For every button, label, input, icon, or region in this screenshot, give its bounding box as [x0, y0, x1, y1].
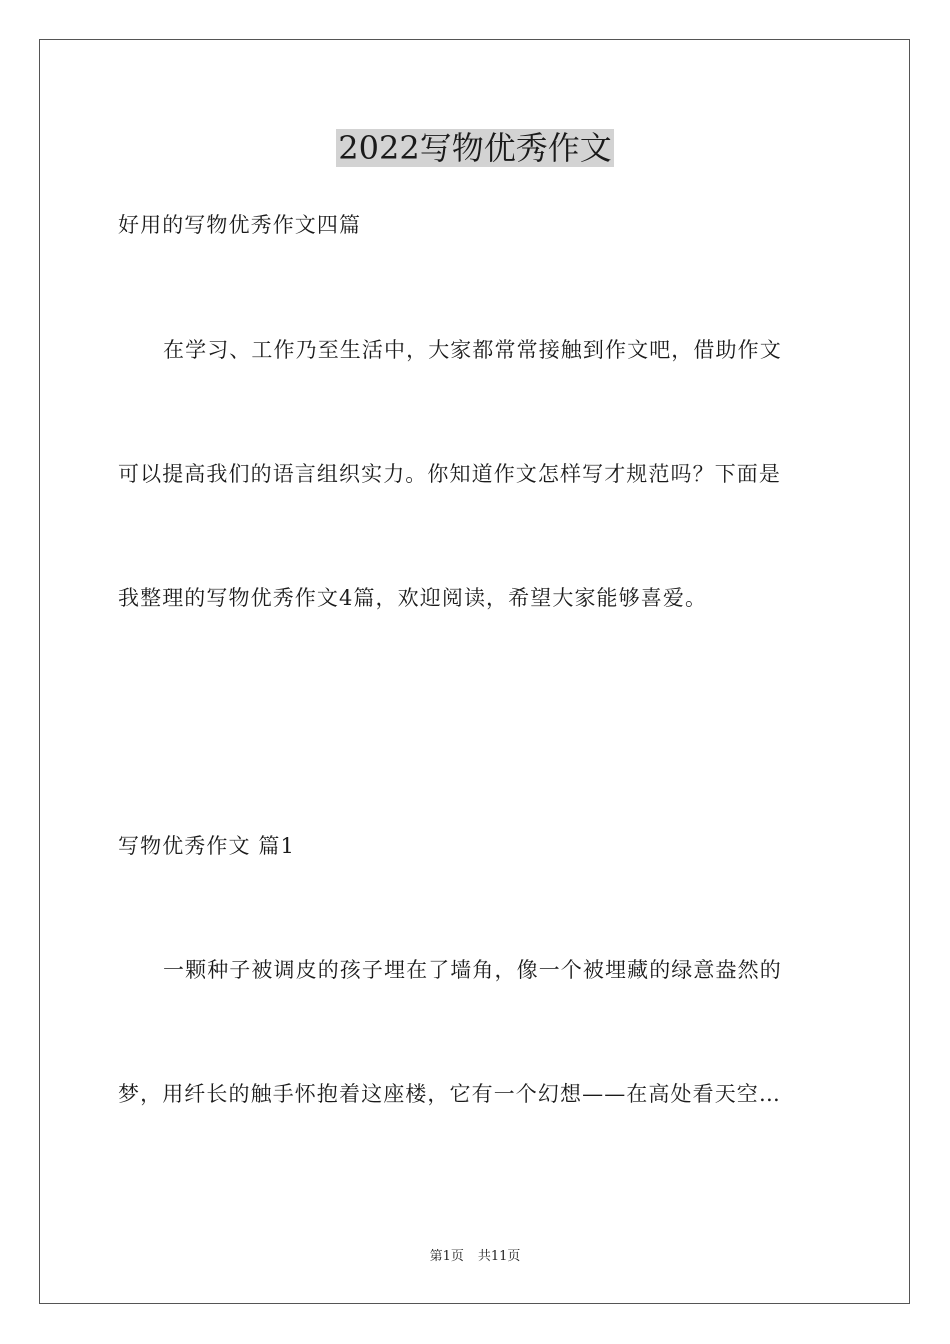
intro-paragraph-line: 我整理的写物优秀作文4篇，欢迎阅读，希望大家能够喜爱。 — [118, 586, 708, 610]
section-paragraph-line: 梦，用纤长的触手怀抱着这座楼，它有一个幻想——在高处看天空… — [118, 1082, 781, 1106]
section-heading: 写物优秀作文 篇1 — [118, 834, 295, 858]
page-footer — [0, 1248, 950, 1266]
document-subtitle: 好用的写物优秀作文四篇 — [118, 213, 362, 237]
page-total: 共11页 — [477, 1249, 521, 1264]
document-title-text: 2022写物优秀作文 — [338, 129, 612, 167]
page-number: 第1页 — [429, 1249, 464, 1264]
intro-paragraph-line: 在学习、工作乃至生活中，大家都常常接触到作文吧，借助作文 — [163, 338, 782, 362]
section-paragraph-line: 一颗种子被调皮的孩子埋在了墙角，像一个被埋藏的绿意盎然的 — [163, 958, 782, 982]
document-title — [0, 128, 950, 168]
intro-paragraph-line: 可以提高我们的语言组织实力。你知道作文怎样写才规范吗？下面是 — [118, 462, 781, 486]
